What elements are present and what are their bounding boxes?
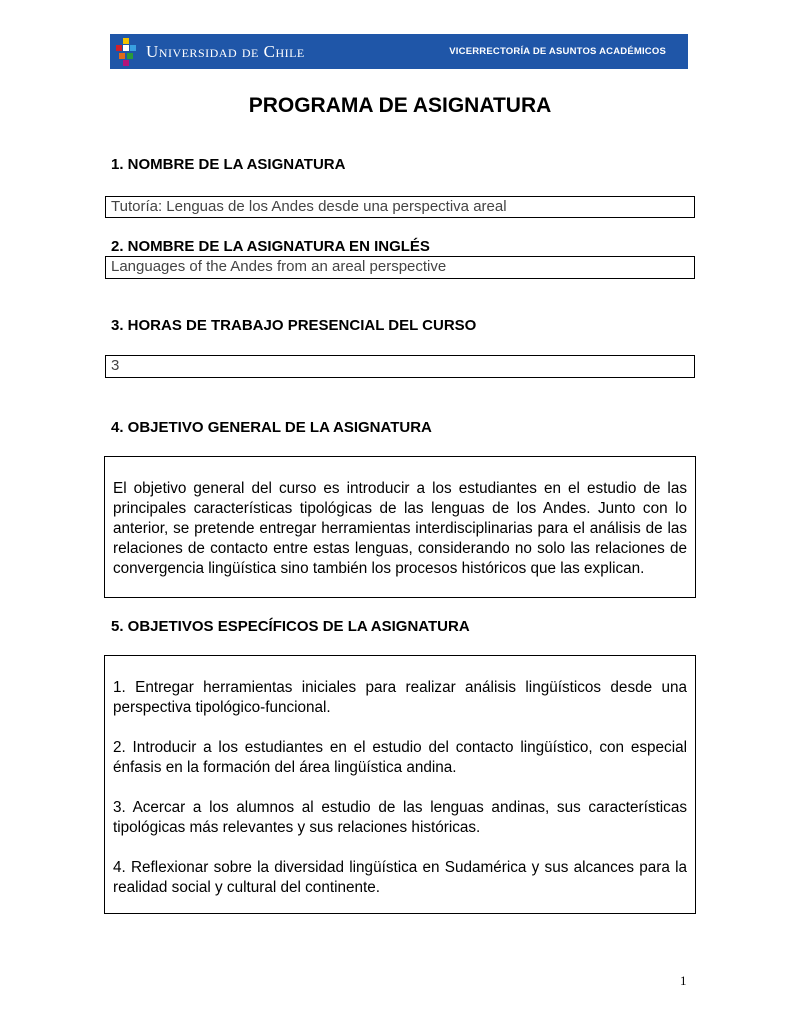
- general-objective-box: [104, 456, 696, 598]
- general-objective-text: El objetivo general del curso es introducir a los estudiantes en el estudio de las principales características tipológicas de las lenguas de los Andes. Junto con lo anterior, se pretende entregar herramientas interdisciplinarias para el análisis de las relaciones de contacto entre estas lenguas, considerando no solo las relaciones de convergencia lingüística sino también los procesos históricos que las explican.: [113, 480, 687, 577]
- header-banner: [110, 34, 688, 69]
- objective-item-1: 1. Entregar herramientas iniciales para realizar análisis lingüísticos desde una perspectiva tipológico-funcional.: [113, 679, 687, 716]
- objective-item-4: 4. Reflexionar sobre la diversidad lingüística en Sudamérica y sus alcances para la realidad social y cultural del continente.: [113, 859, 687, 896]
- course-name-field: Tutoría: Lenguas de los Andes desde una perspectiva areal: [105, 196, 695, 218]
- objective-item-3: 3. Acercar a los alumnos al estudio de las lenguas andinas, sus características tipológicas más relevantes y sus relaciones históricas.: [113, 799, 687, 836]
- specific-objectives-box: [104, 655, 696, 914]
- objective-item-2: 2. Introducir a los estudiantes en el estudio del contacto lingüístico, con especial énfasis en la formación del área lingüística andina.: [113, 739, 687, 776]
- section-4-heading: 4. OBJETIVO GENERAL DE LA ASIGNATURA: [111, 419, 432, 436]
- section-3-heading: 3. HORAS DE TRABAJO PRESENCIAL DEL CURSO: [111, 317, 477, 334]
- office-name: VICERRECTORÍA DE ASUNTOS ACADÉMICOS: [449, 46, 666, 57]
- section-2-heading: 2. NOMBRE DE LA ASIGNATURA EN INGLÉS: [111, 238, 430, 255]
- university-name: Universidad de Chile: [146, 41, 305, 61]
- page-number: 1: [680, 973, 687, 988]
- section-5-heading: 5. OBJETIVOS ESPECÍFICOS DE LA ASIGNATURA: [111, 618, 470, 635]
- university-seal-icon: [116, 38, 136, 66]
- course-hours-field: 3: [105, 355, 695, 378]
- course-name-english-field: Languages of the Andes from an areal perspective: [105, 256, 695, 279]
- document-title: PROGRAMA DE ASIGNATURA: [248, 94, 552, 117]
- section-1-heading: 1. NOMBRE DE LA ASIGNATURA: [111, 156, 346, 173]
